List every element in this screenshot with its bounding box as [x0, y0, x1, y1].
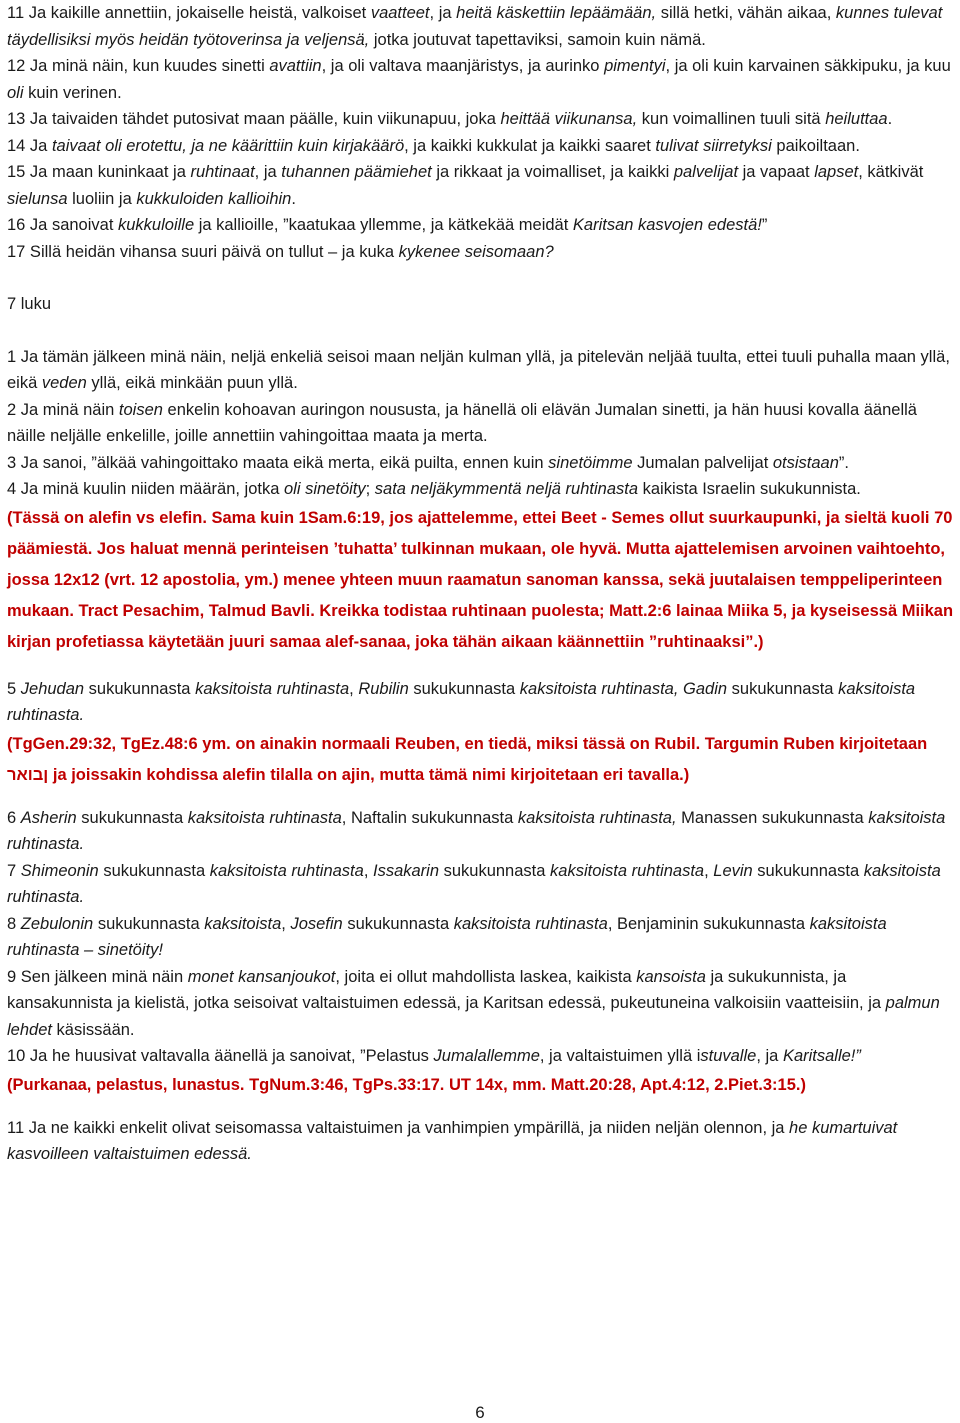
verse-text: sillä hetki, vähän aikaa,	[656, 4, 836, 22]
emphasis-text: kykenee seisomaan?	[398, 242, 554, 261]
verse-text: 13 Ja taivaiden tähdet putosivat maan päälle, kuin viikunapuu, joka	[7, 110, 501, 128]
verse-text: 1 Ja tämän jälkeen minä näin, neljä enkeliä seisoi maan neljän kulman yllä, ja pitelevän neljää tuulta, ettei tuuli puhalla maan yllä, eikä	[7, 347, 950, 392]
verse-text: 11 Ja ne kaikki enkelit olivat seisomassa valtaistuimen ja vanhimpien ympärillä, ja niiden neljän olennon, ja	[7, 1118, 790, 1137]
emphasis-text: avattiin	[269, 57, 322, 75]
verse-text: ”.	[838, 453, 850, 472]
emphasis-text: tulivat siirretyksi	[655, 136, 772, 155]
verse-text: , Naftalin sukukunnasta	[341, 808, 518, 827]
emphasis-text: ruhtinaat	[190, 163, 255, 181]
verse-text: , Benjaminin sukukunnasta	[607, 914, 810, 933]
verse-text: , ja oli kuin karvainen säkkipuku, ja kuu	[665, 57, 951, 75]
emphasis-text: oli	[7, 83, 24, 102]
emphasis-text: vaatteet	[370, 4, 430, 22]
verse-text: , ja	[429, 4, 457, 22]
emphasis-text: Karitsan kasvojen edestä!	[572, 216, 762, 234]
verse-text: jotka joutuvat tapettaviksi, samoin kuin nämä.	[369, 30, 706, 49]
emphasis-text: Jumalallemme	[433, 1047, 540, 1065]
emphasis-text: toisen	[118, 400, 163, 419]
verse-text: ja vapaat	[738, 163, 815, 181]
verse-text: sukukunnasta	[84, 679, 196, 698]
emphasis-text: monet kansanjoukot	[187, 967, 336, 986]
page-number: 6	[475, 1403, 485, 1422]
commentary-note-2: (TgGen.29:32, TgEz.48:6 ym. on ainakin normaali Reuben, en tiedä, miksi tässä on Rubil. Targumin Ruben kirjoitetaan ןבואר ja joissakin kohdissa alefin tilalla on ajin, mutta tämä nimi kirjoitetaan eri tavalla.)	[7, 734, 928, 784]
emphasis-text: pimentyi	[604, 57, 666, 75]
verse-text: sukukunnasta	[727, 679, 839, 698]
verse-text: ,	[281, 914, 291, 933]
emphasis-text: kaksitoista	[204, 914, 282, 933]
verse-text: ;	[365, 480, 375, 498]
verse-text: paikoiltaan.	[771, 136, 860, 155]
emphasis-text: kaksitoista ruhtinasta	[209, 861, 364, 880]
emphasis-text: palmun lehdet	[7, 994, 940, 1039]
verse-text: , ja valtaistuimen yllä i	[539, 1047, 701, 1065]
verse-text: Jumalan palvelijat	[632, 453, 773, 472]
verse-text: 10 Ja he huusivat valtavalla äänellä ja sanoivat, ”Pelastus	[7, 1047, 434, 1065]
verse	[7, 911, 960, 964]
verse-text: 5	[7, 679, 21, 698]
commentary-note-1: (Tässä on alefin vs elefin. Sama kuin 1Sam.6:19, jos ajattelemme, ettei Beet - Semes ollut suurkaupunki, ja sieltä kuoli 70 päämiestä. Jos haluat mennä perinteisen ’tuhatta’ tulkinnan mukaan, ole hyvä. Mutta ajattelemisen arvoinen vaihtoehto, jossa 12x12 (vrt. 12 apostolia, ym.) menee yhteen muun raamatun sanoman kanssa, sekä juutalaisen temppeliperinteen mukaan. Tract Pesachim, Talmud Bavli. Kreikka todistaa ruhtinaan puolesta; Matt.2:6 lainaa Miika 5, ja kyseisessä Miikan kirjan profetiassa käytetään juuri samaa alef-sanaa, joka tähän aikaan käännettiin ”ruhtinaaksi”.)	[7, 508, 954, 651]
verse	[7, 450, 960, 477]
verse	[7, 53, 960, 106]
verse-text: ,	[349, 679, 359, 698]
verse	[7, 964, 960, 1044]
verse-text: sukukunnasta	[76, 808, 188, 827]
verse-text: sukukunnasta	[439, 861, 551, 880]
verse-text: luoliin ja	[67, 189, 137, 208]
emphasis-text: stuvalle	[700, 1047, 757, 1065]
emphasis-text: kaksitoista ruhtinasta, Gadin	[519, 679, 728, 698]
emphasis-text: sata neljäkymmentä neljä ruhtinasta	[374, 480, 639, 498]
verse-text: .	[887, 110, 893, 128]
commentary-note-3: (Purkanaa, pelastus, lunastus. TgNum.3:46, TgPs.33:17. UT 14x, mm. Matt.20:28, Apt.4:12, 2.Piet.3:15.)	[7, 1075, 806, 1094]
verse-text: sukukunnasta	[752, 861, 864, 880]
emphasis-text: heitä käskettiin lepäämään,	[456, 4, 657, 22]
emphasis-text: tuhannen päämiehet	[281, 163, 432, 181]
verse-text: käsissään.	[51, 1020, 135, 1039]
verse-text: sukukunnasta	[93, 914, 205, 933]
emphasis-text: kaksitoista ruhtinasta,	[517, 808, 677, 827]
emphasis-text: sielunsa	[7, 189, 68, 208]
emphasis-text: kaksitoista ruhtinasta.	[7, 861, 941, 906]
verse-11	[7, 1115, 960, 1168]
emphasis-text: otsistaan	[772, 453, 839, 472]
verse-text: , kätkivät	[858, 163, 924, 181]
emphasis-text: Josefin	[290, 914, 343, 933]
emphasis-text: kaksitoista ruhtinasta	[453, 914, 608, 933]
verse	[7, 858, 960, 911]
verse-text: 11 Ja kaikille annettiin, jokaiselle heistä, valkoiset	[7, 4, 371, 22]
verse-text: .	[291, 189, 296, 208]
verse-text: ja kallioille, ”kaatukaa yllemme, ja kätkekää meidät	[194, 216, 573, 234]
verse-text: Manassen sukukunnasta	[676, 808, 869, 827]
emphasis-text: kaksitoista ruhtinasta	[187, 808, 342, 827]
emphasis-text: Shimeonin	[20, 861, 99, 880]
chapter-heading: 7 luku	[7, 295, 52, 313]
emphasis-text: kukkuloille	[118, 216, 195, 234]
emphasis-text: Zebulonin	[20, 914, 94, 933]
emphasis-text: heiluttaa	[825, 110, 888, 128]
verse-text: 12 Ja minä näin, kun kuudes sinetti	[7, 57, 270, 75]
emphasis-text: kaksitoista ruhtinasta.	[7, 679, 916, 724]
verse-text: , ja	[756, 1047, 783, 1065]
verse	[7, 476, 960, 503]
emphasis-text: Asherin	[20, 808, 77, 827]
emphasis-text: kukkuloiden kallioihin	[136, 189, 292, 208]
verse	[7, 212, 960, 239]
emphasis-text: sinetöimme	[548, 453, 633, 472]
verse-text: 8	[7, 914, 21, 933]
verse	[7, 397, 960, 450]
verse	[7, 239, 960, 266]
verse-text: 14 Ja	[7, 136, 52, 155]
verse-text: 17 Sillä heidän vihansa suuri päivä on tullut – ja kuka	[7, 242, 399, 261]
emphasis-text: kaksitoista ruhtinasta	[550, 861, 705, 880]
verse-text: kuin verinen.	[23, 83, 122, 102]
emphasis-text: Rubilin	[358, 679, 409, 698]
verse-text: ja sukukunnista, ja kansakunnista ja kielistä, jotka seisoivat valtaistuimen edessä, ja Karitsan edessä, pukeutuneina valkoisiin vaatteisiin, ja	[7, 967, 886, 1012]
verse-text: , joita ei ollut mahdollista laskea, kaikista	[335, 967, 637, 986]
verse-text: enkelin kohoavan auringon noususta, ja hänellä oli elävän Jumalan sinetti, ja hän huusi kovalla äänellä näille neljälle enkelille, joille annettiin vahingoittaa maata ja merta.	[7, 400, 917, 445]
verse-text: 2 Ja minä näin	[7, 400, 119, 419]
verse-text: 16 Ja sanoivat	[7, 216, 118, 234]
verse	[7, 344, 960, 397]
verse-5	[7, 676, 960, 729]
verse-text: 15 Ja maan kuninkaat ja	[7, 163, 191, 181]
emphasis-text: kaksitoista ruhtinasta.	[7, 808, 946, 853]
verses-chapter-6	[7, 0, 960, 265]
emphasis-text: kaksitoista ruhtinasta	[195, 679, 350, 698]
verse-text: ja rikkaat ja voimalliset, ja kaikki	[431, 163, 674, 181]
verse	[7, 133, 960, 160]
emphasis-text: palvelijat	[673, 163, 739, 181]
verse-text: yllä, eikä minkään puun yllä.	[86, 374, 298, 392]
verse-text: , ja kaikki kukkulat ja kaikki saaret	[404, 136, 656, 155]
emphasis-text: Jehudan	[20, 679, 85, 698]
emphasis-text: kansoista	[636, 967, 706, 986]
verses-chapter-7-a	[7, 344, 960, 503]
verse-text: 4 Ja minä kuulin niiden määrän, jotka	[7, 480, 284, 498]
verse-text: ,	[704, 861, 714, 880]
verse	[7, 805, 960, 858]
verse-text: 7	[7, 861, 21, 880]
verse	[7, 106, 960, 133]
verse-text: kun voimallinen tuuli sitä	[637, 110, 826, 128]
emphasis-text: kaksitoista ruhtinasta – sinetöity!	[7, 914, 887, 959]
emphasis-text: Issakarin	[372, 861, 440, 880]
verse	[7, 0, 960, 53]
verse	[7, 159, 960, 212]
emphasis-text: lapset	[814, 163, 859, 181]
emphasis-text: kunnes tulevat täydellisiksi myös heidän työtoverinsa ja veljensä,	[7, 4, 943, 49]
emphasis-text: heittää viikunansa,	[500, 110, 638, 128]
verse-text: sukukunnasta	[98, 861, 210, 880]
verse-text: 9 Sen jälkeen minä näin	[7, 967, 188, 986]
verse-text: ,	[363, 861, 373, 880]
verse-text: 3 Ja sanoi, ”älkää vahingoittako maata eikä merta, eikä puilta, ennen kuin	[7, 453, 549, 472]
verse	[7, 1043, 960, 1070]
emphasis-text: taivaat oli erotettu, ja ne käärittiin kuin kirjakäärö	[51, 136, 405, 155]
verse-text: kaikista Israelin sukukunnista.	[638, 480, 861, 498]
verse-text: sukukunnasta	[408, 679, 520, 698]
emphasis-text: he kumartuivat kasvoilleen valtaistuimen edessä.	[7, 1118, 898, 1163]
emphasis-text: Levin	[713, 861, 753, 880]
emphasis-text: Karitsalle!”	[782, 1047, 861, 1065]
emphasis-text: veden	[41, 374, 87, 392]
verse-text: ”	[761, 216, 768, 234]
verse-text: , ja	[254, 163, 282, 181]
verse-text: , ja oli valtava maanjäristys, ja aurinko	[321, 57, 605, 75]
verse-text: 6	[7, 808, 21, 827]
verses-chapter-7-b	[7, 805, 960, 1070]
verse-text: sukukunnasta	[342, 914, 454, 933]
emphasis-text: oli sinetöity	[284, 480, 366, 498]
